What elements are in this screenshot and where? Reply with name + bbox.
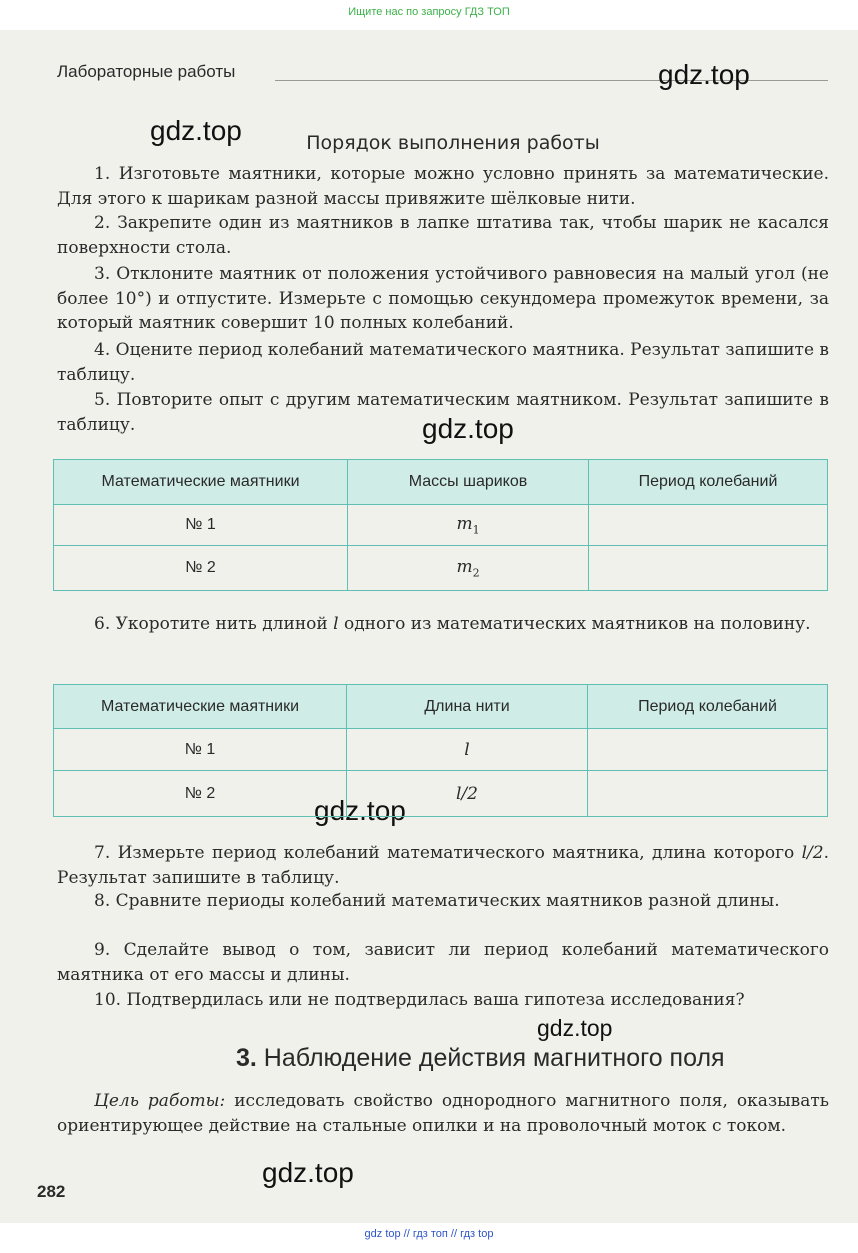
step-5: 5. Повторите опыт с другим математическим маятником. Результат запишите в таблицу. [57, 390, 829, 435]
period-cell [589, 546, 828, 591]
watermark: gdz.top [422, 413, 514, 444]
table-header: Массы шариков [348, 460, 589, 505]
watermark: gdz.top [150, 115, 242, 146]
top-banner[interactable]: Ищите нас по запросу ГДЗ ТОП [348, 6, 510, 18]
table-row [54, 729, 828, 771]
table-mass [53, 459, 828, 591]
table-row [54, 546, 828, 591]
watermark: gdz.top [262, 1157, 354, 1188]
table-header: Период колебаний [589, 460, 828, 505]
watermark: gdz.top [537, 1015, 613, 1041]
bottom-banner[interactable]: gdz top // гдз топ // гдз top [364, 1228, 494, 1240]
watermark: gdz.top [658, 59, 750, 90]
goal-label: Цель работы: [94, 1091, 226, 1111]
section-title: Порядок выполнения работы [306, 132, 600, 154]
step-8: 8. Сравните периоды колебаний математических маятников разной длины. [94, 891, 780, 911]
table-header: Математические маятники [54, 460, 348, 505]
length-cell: l/2 [347, 771, 588, 817]
table-header: Длина нити [347, 685, 588, 729]
table-row [54, 771, 828, 817]
step-1: 1. Изготовьте маятники, которые можно условно принять за математические. Для этого к шарикам разной массы привяжите шёлковые нити. [57, 164, 829, 209]
step-4: 4. Оцените период колебаний математического маятника. Результат запишите в таблицу. [57, 340, 829, 385]
mass-cell: $m_1$ [348, 505, 589, 546]
step-2: 2. Закрепите один из маятников в лапке штатива так, чтобы шарик не касался поверхности стола. [57, 213, 829, 258]
period-cell [588, 729, 828, 771]
step-6: 6. Укоротите нить длиной l одного из математических маятников на половину. [94, 614, 811, 634]
pendulum-cell: № 2 [54, 546, 348, 591]
step-10: 10. Подтвердилась или не подтвердилась ваша гипотеза исследования? [94, 990, 745, 1010]
pendulum-cell: № 1 [54, 505, 348, 546]
table-header: Период колебаний [588, 685, 828, 729]
length-cell: l [347, 729, 588, 771]
table-header: Математические маятники [54, 685, 347, 729]
section-3-heading: 3. Наблюдение действия магнитного поля [236, 1044, 725, 1072]
goal-paragraph: Цель работы: исследовать свойство однородного магнитного поля, оказывать ориентирующее действие на стальные опилки и на проволочный моток с током. [57, 1091, 829, 1136]
mass-cell: $m_2$ [348, 546, 589, 591]
step-3: 3. Отклоните маятник от положения устойчивого равновесия на малый угол (не более 10°) и отпустите. Измерьте с помощью секундомера промежуток времени, за который маятник совершит 10 полных колебаний. [57, 264, 829, 333]
period-cell [588, 771, 828, 817]
step-7: 7. Измерьте период колебаний математического маятника, длина которого l/2. Результат запишите в таблицу. [57, 843, 829, 888]
page-number: 282 [37, 1182, 66, 1201]
running-head: Лабораторные работы [57, 62, 236, 81]
pendulum-cell: № 1 [54, 729, 347, 771]
watermark: gdz.top [314, 795, 406, 826]
pendulum-cell: № 2 [54, 771, 347, 817]
step-9: 9. Сделайте вывод о том, зависит ли период колебаний математического маятника от его массы и длины. [57, 940, 829, 985]
table-length [53, 684, 828, 817]
period-cell [589, 505, 828, 546]
table-row [54, 505, 828, 546]
